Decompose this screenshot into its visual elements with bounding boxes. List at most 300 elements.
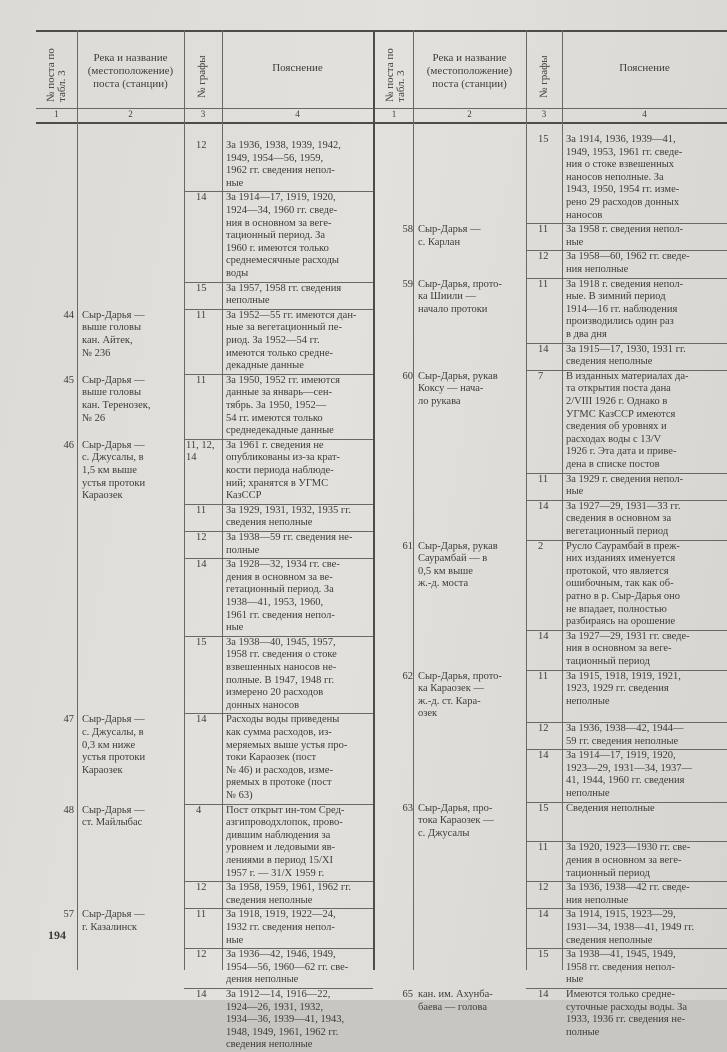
note-line: 1924—26, 1931, 1932, (226, 1001, 324, 1013)
note-line: 2/VIII 1926 г. Однако в (566, 395, 668, 407)
post-number: 47 (63, 714, 74, 726)
note-text (226, 637, 369, 713)
note-text (566, 750, 723, 800)
note-line: КазССР (226, 490, 262, 502)
note-line: Пост открыт ин-том Сред- (226, 804, 345, 816)
graph-number: 14 (196, 192, 207, 204)
note-line: За 1957, 1958 гг. сведения (226, 282, 342, 294)
column-divider (77, 30, 78, 970)
river-line: Караозек (82, 490, 123, 502)
column-divider (184, 30, 185, 970)
river-line: озек (418, 708, 438, 720)
river-line: Коксу — нача- (418, 383, 484, 395)
note-line: 59 гг. сведения неполные (566, 735, 679, 747)
column-divider (222, 30, 223, 970)
river-line: начало протоки (418, 303, 488, 315)
note-line: За 1938—40, 1945, 1957, (226, 636, 336, 648)
note-line: ные за вегетационный пе- (226, 322, 342, 334)
note-line: За 1929, 1931, 1932, 1935 гг. (226, 504, 351, 516)
note-line: протокой, что является (566, 565, 669, 577)
river-line: с. Джусалы (418, 827, 470, 839)
note-line: ные (566, 236, 584, 248)
note-line: азгипроводхлопок, прово- (226, 817, 343, 829)
note-text (566, 344, 723, 369)
river-station-name (82, 805, 177, 830)
river-line: баева — голова (418, 1001, 488, 1013)
river-line: устья протоки (82, 477, 146, 489)
note-line: наносов неполные. За (566, 171, 664, 183)
graph-number: 15 (538, 802, 549, 814)
column-divider (373, 30, 375, 970)
note-text (566, 909, 723, 947)
note-line: ные (226, 622, 244, 634)
note-line: ошибочным, так как об- (566, 578, 674, 590)
graph-number: 14 (538, 630, 549, 642)
note-text (226, 714, 369, 802)
note-line: 1958 гг. сведения о стоке (226, 649, 337, 661)
note-line: 1957 г. — 31/X 1959 г. (226, 867, 325, 879)
note-line: разбираясь на орошение (566, 616, 676, 628)
note-line: За 1952—55 гг. имеются дан- (226, 309, 357, 321)
graph-number: 12 (196, 140, 207, 151)
graph-number: 11 (538, 670, 549, 682)
note-line: рено 29 расходов донных (566, 196, 680, 208)
river-line: Сыр-Дарья, рукав (418, 540, 498, 552)
note-line: ные (566, 974, 584, 986)
note-line: среднедекадные данные (226, 425, 334, 437)
river-line: с. Карлан (418, 236, 461, 248)
graph-number: 11 (538, 278, 549, 290)
note-line: За 1950, 1952 гг. имеются (226, 374, 340, 386)
river-station-name (418, 989, 513, 1014)
note-line: дения неполные (226, 974, 299, 986)
note-line: ные. В зимний период (566, 291, 666, 303)
note-line: суточные расходы воды. За (566, 1001, 688, 1013)
graph-number: 15 (538, 134, 549, 145)
column-number-4: 4 (642, 109, 647, 119)
note-line: 1926 г. Эта дата и приве- (566, 446, 677, 458)
river-line: Саурамбай — в (418, 553, 488, 565)
graph-number: 15 (538, 949, 549, 961)
graph-number: 12 (196, 949, 207, 961)
note-line: гетационный период. За (226, 584, 334, 596)
note-line: ные (226, 934, 244, 946)
note-line: дения в основном за ве- (226, 571, 333, 583)
river-line: Сыр-Дарья — (82, 909, 145, 921)
note-line: наносов (566, 209, 603, 221)
river-line: ж.-д. моста (418, 578, 469, 590)
river-line: кан. Айтек, (82, 334, 133, 346)
note-line: кости периода наблюде- (226, 464, 334, 476)
post-number: 44 (63, 309, 74, 321)
note-line: ния неполные (566, 894, 629, 906)
post-number: 45 (63, 374, 74, 386)
note-line: сведения неполные (226, 894, 313, 906)
note-line: УГМС КазССР имеются (566, 408, 676, 420)
river-station-name (418, 541, 513, 591)
river-line: ст. Майлыбас (82, 817, 143, 829)
note-line: 1923—29, 1931—34, 1937— (566, 762, 692, 774)
graph-number: 11 (538, 842, 549, 854)
note-text (566, 949, 723, 987)
river-line: ло рукава (418, 395, 461, 407)
note-line: 1949, 1954—56, 1959, (226, 152, 324, 164)
post-number: 48 (63, 804, 74, 816)
note-text (226, 283, 369, 308)
river-line: Сыр-Дарья — (82, 714, 145, 726)
post-number: 62 (402, 670, 413, 682)
note-line: За 1927—29, 1931—33 гг. (566, 500, 681, 512)
note-line: Русло Саурамбай в преж- (566, 540, 680, 552)
post-number: 60 (402, 370, 413, 382)
note-text (566, 882, 723, 907)
note-line: За 1914, 1915, 1923—29, (566, 909, 676, 921)
note-line: За 1918 г. сведения непол- (566, 278, 684, 290)
graph-number: 14 (538, 750, 549, 762)
note-header: Пояснение (619, 62, 670, 74)
note-line: не впадает, полностью (566, 603, 667, 615)
note-line: сведения в основном за (566, 513, 672, 525)
note-line: За 1915, 1918, 1919, 1921, (566, 670, 681, 682)
note-line: За 1914, 1936, 1939—41, (566, 134, 676, 145)
note-line: воды (226, 267, 249, 279)
column-number-2: 2 (128, 109, 133, 119)
graph-number: 14 (538, 989, 549, 1000)
note-line: 41, 1944, 1960 гг. сведения (566, 775, 685, 787)
note-line: сведения об уровнях и (566, 421, 667, 433)
graph-number: 11 (196, 504, 207, 516)
river-line: 0,3 км ниже (82, 739, 136, 751)
note-line: ряемых в протоке (пост (226, 777, 332, 789)
table-top-border (36, 30, 727, 32)
note-line: та открытия поста дана (566, 383, 671, 395)
post-number: 58 (402, 224, 413, 236)
note-line: За 1927—29, 1931 гг. сведе- (566, 630, 690, 642)
river-line: Караозек (82, 764, 123, 776)
note-line: ния в основном за веге- (566, 643, 672, 655)
river-line: 1,5 км выше (82, 464, 137, 476)
note-line: ные (226, 177, 244, 189)
note-text (566, 251, 723, 276)
note-text (226, 882, 369, 907)
river-line: № 26 (82, 412, 106, 424)
note-line: них изданиях именуется (566, 553, 676, 565)
note-line: Имеются только средне- (566, 989, 676, 1000)
note-line: токи Караозек (пост (226, 752, 317, 764)
note-line: полные. В 1947, 1948 гг. (226, 674, 335, 686)
note-line: как сумма расходов, из- (226, 726, 332, 738)
note-text (566, 989, 723, 1039)
river-line: тока Караозек — (418, 815, 494, 827)
river-station-name (82, 310, 177, 360)
note-line: сведения неполные (566, 934, 653, 946)
note-line: 1938—41, 1953, 1960, (226, 596, 324, 608)
river-line: кан. им. Ахунба- (418, 989, 493, 1000)
graph-number: 12 (196, 532, 207, 543)
note-line: 1931—34, 1938—41, 1949 гг. (566, 921, 695, 933)
post-number: 63 (402, 802, 413, 814)
river-line: выше головы (82, 322, 142, 334)
river-station-name (418, 279, 513, 317)
note-line: 54 гг. имеются только (226, 412, 323, 424)
page-number: 194 (48, 928, 66, 942)
note-line: дения в основном за веге- (566, 854, 682, 866)
note-line: сведения неполные (226, 517, 313, 529)
river-line: г. Казалинск (82, 921, 138, 933)
river-line: Сыр-Дарья — (82, 374, 145, 386)
note-text (566, 474, 723, 499)
note-line: 1958 гг. сведения непол- (566, 961, 675, 973)
note-line: Сведения неполные (566, 802, 655, 814)
note-line: За 1938—41, 1945, 1949, (566, 949, 676, 961)
river-line: Сыр-Дарья — (418, 224, 481, 236)
note-line: сведения неполные (566, 356, 653, 368)
note-line: среднемесячные расходы (226, 255, 339, 267)
note-text (566, 279, 723, 342)
graph-number: 11 (196, 909, 207, 921)
river-line: Сыр-Дарья — (82, 439, 145, 451)
graph-number: 4 (196, 804, 202, 816)
note-line: меряемых выше устья про- (226, 739, 348, 751)
river-line: кан. Теренозек, (82, 399, 151, 411)
river-line: Сыр-Дарья, прото- (418, 670, 502, 682)
graph-number: 14 (196, 714, 207, 726)
river-line: ж.-д. ст. Кара- (418, 695, 481, 707)
note-text (226, 310, 369, 373)
note-line: 1932 гг. сведения непол- (226, 921, 335, 933)
column-number-2: 2 (467, 109, 472, 119)
graph-number: 12 (538, 723, 549, 734)
post-number: 61 (402, 540, 413, 552)
river-station-name (82, 375, 177, 425)
river-station-name (418, 224, 513, 249)
graph-number: 7 (538, 370, 544, 382)
graph-number: 2 (538, 540, 544, 552)
column-number-1: 1 (54, 109, 59, 119)
note-line: сведения неполные (226, 1039, 313, 1051)
graph-number: 12 (538, 882, 549, 894)
note-line: За 1936, 1938—42, 1944— (566, 723, 684, 734)
graph-number: 15 (196, 636, 207, 648)
post-number: 57 (63, 909, 74, 921)
river-line: с. Джусалы, в (82, 726, 144, 738)
note-line: полные (226, 544, 260, 556)
note-text (566, 501, 723, 539)
graph-number: 11 (196, 309, 207, 321)
column-number-row-border (36, 122, 727, 124)
note-line: 1943, 1950, 1954 гг. изме- (566, 184, 680, 196)
column-divider (413, 30, 414, 970)
post-number-header: № поста по табл. 3 (45, 48, 68, 102)
graph-number: 11, 12, 14 (186, 439, 215, 464)
note-line: донных наносов (226, 699, 300, 711)
river-line: Сыр-Дарья, рукав (418, 370, 498, 382)
note-line: имеются только средне- (226, 347, 334, 359)
river-line: 0,5 км выше (418, 565, 473, 577)
note-text (566, 803, 723, 816)
note-line: В изданных материалах да- (566, 370, 689, 382)
note-line: За 1920, 1923—1930 гг. све- (566, 842, 691, 854)
note-line: ратно в р. Сыр-Дарья оно (566, 590, 681, 602)
note-line: дившим наблюдения за (226, 829, 331, 841)
river-line: Сыр-Дарья, про- (418, 802, 493, 814)
note-line: расходах воды с 13/V (566, 433, 662, 445)
note-text (226, 559, 369, 635)
note-line: 1960 г. имеются только (226, 242, 329, 254)
graph-number: 12 (196, 882, 207, 894)
note-text (566, 541, 723, 629)
note-text (566, 723, 723, 748)
note-line: 1914—16 гг. наблюдения (566, 303, 678, 315)
note-text (566, 631, 723, 669)
graph-number: 14 (538, 500, 549, 512)
river-line: Сыр-Дарья — (82, 804, 145, 816)
river-header: Река и название (местоположение) поста (станции) (426, 52, 513, 90)
note-line: За 1958 г. сведения непол- (566, 224, 684, 236)
note-text (226, 140, 369, 190)
note-line: ния в основном за веге- (226, 217, 332, 229)
note-line: тационный период (566, 867, 650, 879)
note-line: ния неполные (566, 263, 629, 275)
note-line: неполные (566, 787, 610, 799)
graph-number-header: № графы (196, 55, 208, 98)
note-text (566, 134, 723, 222)
river-header: Река и название (местоположение) поста (станции) (87, 52, 174, 90)
river-station-name (82, 440, 177, 503)
post-number: 46 (63, 439, 74, 451)
note-text (226, 192, 369, 280)
river-line: выше головы (82, 387, 142, 399)
note-line: За 1914—17, 1919, 1920, (566, 750, 676, 762)
note-line: 1949, 1953, 1961 гг. сведе- (566, 146, 683, 158)
note-line: тябрь. За 1950, 1952— (226, 399, 327, 411)
note-line: в два дня (566, 328, 607, 340)
note-line: производились один раз (566, 316, 674, 328)
note-text (566, 842, 723, 880)
note-line: ния о стоке взвешенных (566, 159, 675, 171)
note-text (226, 949, 369, 987)
note-text (566, 671, 723, 709)
note-line: ные (566, 486, 584, 498)
post-number: 65 (402, 989, 413, 1000)
note-line: 1924—34, 1960 гг. сведе- (226, 204, 338, 216)
graph-number-header: № графы (538, 55, 550, 98)
post-number-header: № поста по табл. 3 (384, 48, 407, 102)
note-text (226, 532, 369, 557)
graph-number: 14 (538, 909, 549, 921)
note-line: За 1936—42, 1946, 1949, (226, 949, 336, 961)
note-line: № 63) (226, 789, 253, 801)
river-line: устья протоки (82, 752, 146, 764)
note-line: За 1938—59 гг. сведения не- (226, 532, 353, 543)
note-line: За 1912—14, 1916—22, (226, 989, 331, 1000)
graph-number: 11 (196, 374, 207, 386)
note-line: измерено 20 расходов (226, 687, 324, 699)
river-station-name (82, 714, 177, 777)
note-line: Расходы воды приведены (226, 714, 340, 726)
note-line: тационный период (566, 655, 650, 667)
note-line: 1948, 1949, 1961, 1962 гг. (226, 1026, 339, 1038)
river-station-name (418, 803, 513, 841)
graph-number: 14 (196, 559, 207, 571)
river-line: ка Караозек — (418, 683, 484, 695)
graph-number: 11 (538, 473, 549, 485)
graph-number: 12 (538, 251, 549, 263)
note-line: За 1958—60, 1962 гг. сведе- (566, 251, 690, 263)
column-number-1: 1 (391, 109, 397, 119)
note-line: За 1918, 1919, 1922—24, (226, 909, 336, 921)
graph-number: 14 (196, 989, 207, 1000)
graph-number: 11 (538, 224, 549, 236)
note-text (226, 440, 369, 503)
river-station-name (418, 371, 513, 409)
note-text (566, 371, 723, 472)
river-station-name (418, 671, 513, 721)
note-line: взвешенных наносов не- (226, 661, 337, 673)
river-line: с. Джусалы, в (82, 452, 144, 464)
column-number-3: 3 (541, 109, 547, 119)
note-text (226, 505, 369, 530)
column-number-4: 4 (295, 109, 300, 119)
note-line: уровнем и ледовыми яв- (226, 842, 336, 854)
note-line: За 1915—17, 1930, 1931 гг. (566, 343, 686, 355)
note-line: 1934—36, 1939—41, 1943, (226, 1014, 345, 1026)
note-line: 1962 гг. сведения непол- (226, 165, 335, 177)
note-line: За 1961 г. сведения не (226, 439, 324, 451)
graph-number: 14 (538, 343, 549, 355)
note-line: риод. За 1952—54 гг. (226, 334, 320, 346)
note-line: 1933, 1936 гг. сведения не- (566, 1014, 686, 1026)
note-line: За 1958, 1959, 1961, 1962 гг. (226, 882, 351, 894)
note-line: 1954—56, 1960—62 гг. све- (226, 961, 349, 973)
note-line: За 1936, 1938, 1939, 1942, (226, 140, 341, 151)
note-text (566, 224, 723, 249)
river-line: Сыр-Дарья — (82, 309, 145, 321)
note-line: дена в списке постов (566, 458, 660, 470)
note-line: декадные данные (226, 360, 304, 372)
notes-table (36, 30, 727, 1051)
note-line: За 1936, 1938—42 гг. сведе- (566, 882, 690, 894)
note-line: неполные (226, 295, 270, 307)
note-line: данные за январь—сен- (226, 387, 333, 399)
note-line: За 1929 г. сведения непол- (566, 473, 684, 485)
note-line: За 1928—32, 1934 гг. све- (226, 559, 340, 571)
note-text (226, 375, 369, 438)
note-line: вегетационный период (566, 525, 669, 537)
note-line: лениями в период 15/XI (226, 854, 333, 866)
note-line: опубликованы из-за крат- (226, 452, 341, 464)
river-line: Сыр-Дарья, прото- (418, 278, 502, 290)
note-line: тационный период. За (226, 230, 326, 242)
note-line: № 46) и расходов, изме- (226, 764, 333, 776)
note-header: Пояснение (272, 62, 323, 74)
note-line: полные (566, 1026, 600, 1038)
note-line: За 1914—17, 1919, 1920, (226, 192, 336, 204)
note-text (226, 989, 369, 1052)
column-number-3: 3 (200, 109, 206, 119)
note-text (226, 805, 369, 881)
note-line: 1923, 1929 гг. сведения (566, 683, 669, 695)
river-station-name (82, 909, 177, 934)
post-number: 59 (402, 278, 413, 290)
river-line: № 236 (82, 347, 111, 359)
note-line: неполные (566, 695, 610, 707)
note-text (226, 909, 369, 947)
note-line: 1961 гг. сведения непол- (226, 609, 335, 621)
note-line: ний; хранятся в УГМС (226, 477, 329, 489)
river-line: ка Шиили — (418, 291, 477, 303)
graph-number: 15 (196, 282, 207, 294)
